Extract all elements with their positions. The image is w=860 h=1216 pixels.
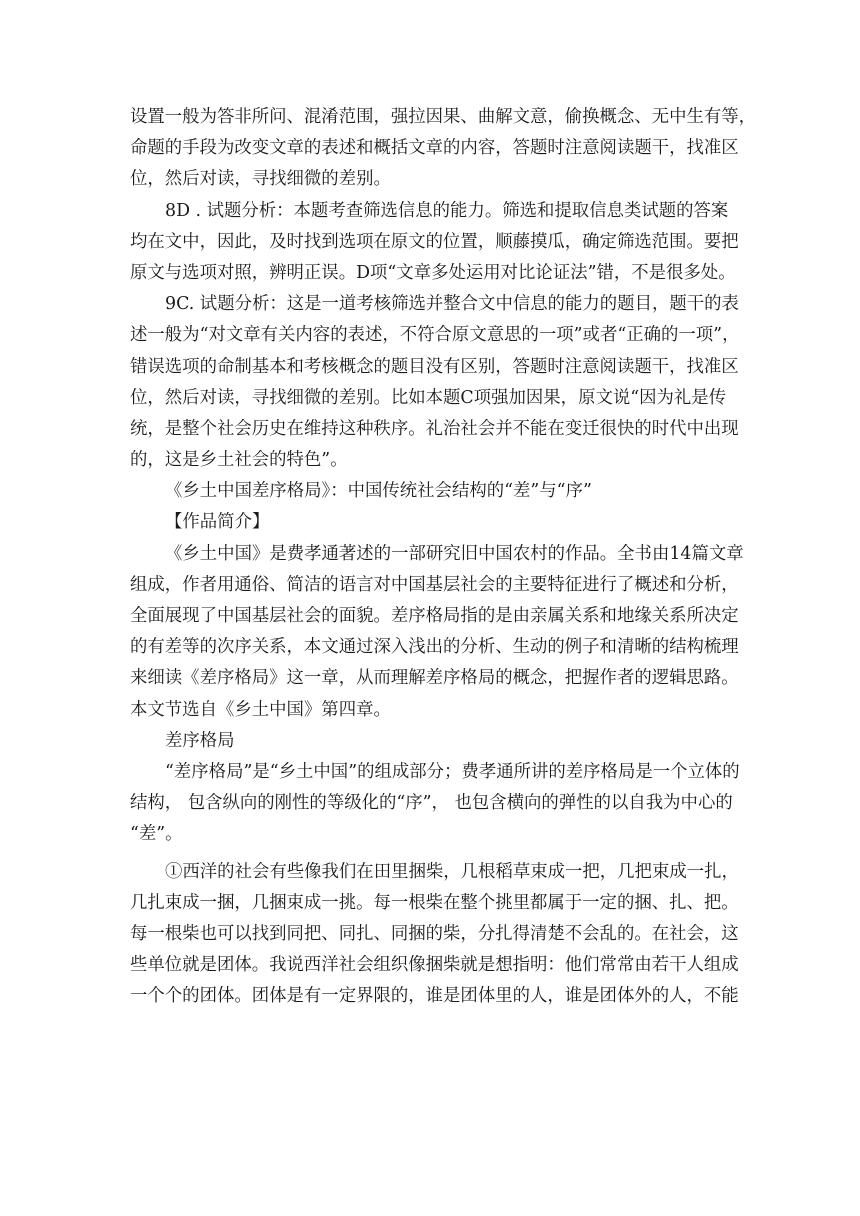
- section-title: [130, 476, 740, 507]
- text-line: “差序格局”是“乡土中国”的组成部分；费孝通所讲的差序格局是一个立体的: [165, 761, 740, 782]
- text-line: 来细读《差序格局》这一章，从而理解差序格局的概念，把握作者的逻辑思路。: [130, 668, 739, 689]
- text-line: 【作品简介】: [165, 512, 270, 533]
- text-line: 几扎束成一捆，几捆束成一挑。每一根柴在整个挑里都属于一定的捆、扎、把。: [130, 892, 739, 913]
- text-line: “差”。: [130, 824, 183, 845]
- text-line: 原文与选项对照，辨明正误。D项“文章多处运用对比论证法”错，不是很多处。: [130, 262, 736, 283]
- text-line: 全面展现了中国基层社会的面貌。差序格局指的是由亲属关系和地缘关系所决定: [130, 606, 739, 626]
- text-line: 8D . 试题分析：本题考查筛选信息的能力。筛选和提取信息类试题的答案: [165, 200, 729, 221]
- text-line: 《乡土中国差序格局》：中国传统社会结构的“差”与“序”: [165, 481, 592, 502]
- text-line: 设置一般为答非所问、混淆范围，强拉因果、曲解文意，偷换概念、无中生有等，: [130, 107, 757, 127]
- text-line: 一个个的团体。团体是有一定界限的，谁是团体里的人，谁是团体外的人，不能: [130, 986, 739, 1007]
- paragraph-summary: [130, 757, 740, 851]
- paragraph-intro: [130, 539, 744, 726]
- text-line: 组成，作者用通俗、简洁的语言对中国基层社会的主要特征进行了概述和分析，: [130, 574, 739, 595]
- text-line: 均在文中，因此，及时找到选项在原文的位置，顺藤摸瓜，确定筛选范围。要把: [130, 231, 739, 252]
- text-line: 位，然后对读，寻找细微的差别。: [130, 169, 391, 190]
- text-line: 《乡土中国》是费孝通著述的一部研究旧中国农村的作品。全书由14篇文章: [165, 543, 744, 564]
- paragraph-q7-continued: [130, 102, 757, 196]
- text-line: 每一根柴也可以找到同把、同扎、同捆的柴，分扎得清楚不会乱的。在社会，这: [130, 923, 739, 944]
- paragraph-1: [130, 857, 740, 1013]
- text-line: 述一般为“对文章有关内容的表述，不符合原文意思的一项”或者“正确的一项”，: [130, 325, 740, 346]
- text-line: 9C. 试题分析：这是一道考核筛选并整合文中信息的能力的题目，题干的表: [165, 294, 739, 315]
- text-line: 位，然后对读，寻找细微的差别。比如本题C项强加因果，原文说“因为礼是传: [130, 387, 727, 408]
- paragraph-q8-answer: [130, 196, 740, 290]
- text-line: 统，是整个社会历史在维持这种秩序。礼治社会并不能在变迁很快的时代中出现: [130, 418, 739, 439]
- text-line: 些单位就是团体。我说西洋社会组织像捆柴就是想指明：他们常常由若干人组成: [130, 955, 739, 976]
- text-line: 的有差等的次序关系，本文通过深入浅出的分析、生动的例子和清晰的结构梳理: [130, 637, 739, 658]
- chapter-heading: [130, 726, 740, 757]
- text-line: 命题的手段为改变文章的表述和概括文章的内容，答题时注意阅读题干，找准区: [130, 138, 739, 159]
- paragraph-q9-answer: [130, 289, 740, 476]
- text-line: 差序格局: [165, 730, 235, 751]
- text-line: 错误选项的命制基本和考核概念的题目没有区别，答题时注意阅读题干，找准区: [130, 356, 739, 377]
- text-line: 本文节选自《乡土中国》第四章。: [130, 699, 391, 720]
- text-line: ①西洋的社会有些像我们在田里捆柴，几根稻草束成一把，几把束成一扎，: [165, 861, 739, 882]
- text-line: 的，这是乡土社会的特色”。: [130, 450, 348, 471]
- text-line: 结构， 包含纵向的刚性的等级化的“序”， 也包含横向的弹性的以自我为中心的: [130, 793, 733, 814]
- intro-heading: [130, 507, 740, 538]
